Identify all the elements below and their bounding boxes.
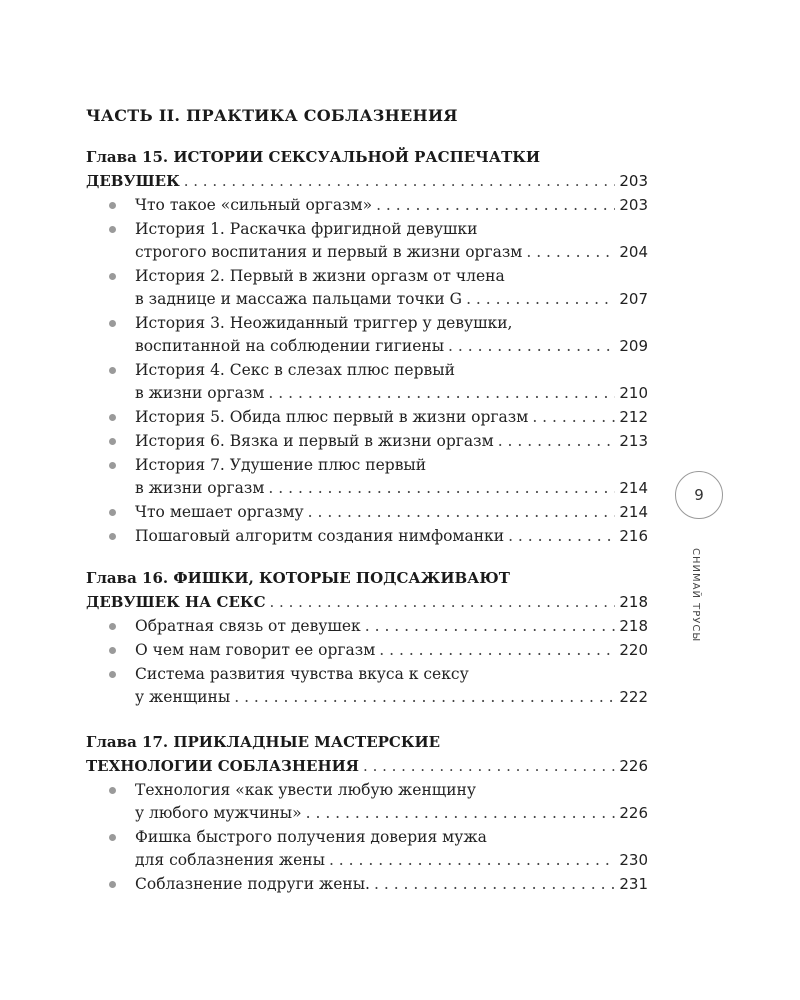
toc-entry-text: у женщины	[135, 688, 231, 706]
bullet-icon	[109, 226, 116, 233]
dot-leader	[234, 686, 615, 709]
toc-entry-line	[135, 430, 648, 453]
toc-entry-page: 222	[619, 688, 648, 706]
toc-entry-line	[135, 615, 648, 638]
dot-leader	[532, 406, 615, 429]
dot-leader	[268, 477, 615, 500]
dot-leader	[448, 335, 615, 358]
bullet-icon	[109, 414, 116, 421]
chapter-title-line: Глава 16. ФИШКИ, КОТОРЫЕ ПОДСАЖИВАЮТ	[86, 569, 510, 587]
dot-leader	[498, 430, 616, 453]
toc-entry-page: 214	[619, 503, 648, 521]
toc-entry	[86, 406, 648, 429]
toc-entry-text: История 2. Первый в жизни оргазм от члена	[135, 267, 505, 285]
toc-entry-text: строгого воспитания и первый в жизни оргазм	[135, 243, 523, 261]
chapter-title	[86, 566, 648, 614]
bullet-icon	[109, 462, 116, 469]
bullet-icon	[109, 509, 116, 516]
toc-entry-text: Обратная связь от девушек	[135, 617, 361, 635]
bullet-icon	[109, 671, 116, 678]
toc-entry	[86, 779, 648, 825]
toc-entry	[86, 312, 648, 358]
toc-entry-text: История 4. Секс в слезах плюс первый	[135, 361, 455, 379]
chapter-title-end-line	[86, 590, 648, 614]
toc-entry-text: в жизни оргазм	[135, 479, 265, 497]
chapter-17	[86, 730, 648, 897]
toc-entry-line	[135, 477, 648, 500]
toc-entry-text: для соблазнения жены	[135, 851, 325, 869]
toc-entry	[86, 454, 648, 500]
toc-entry-page: 218	[619, 617, 648, 635]
toc-entry-text: История 1. Раскачка фригидной девушки	[135, 220, 478, 238]
bullet-icon	[109, 834, 116, 841]
toc-entry-line	[135, 639, 648, 662]
chapter-title-end-page: 226	[619, 757, 648, 775]
toc-entry-text: История 3. Неожиданный триггер у девушки,	[135, 314, 513, 332]
toc-entry	[86, 359, 648, 405]
bullet-icon	[109, 787, 116, 794]
chapter-title-end-text: ДЕВУШЕК	[86, 172, 180, 190]
toc-entry-line	[135, 802, 648, 825]
toc-entry	[86, 615, 648, 638]
toc-entry-page: 216	[619, 527, 648, 545]
toc-entry	[86, 218, 648, 264]
dot-leader	[508, 525, 615, 548]
toc-entry-page: 209	[619, 337, 648, 355]
bullet-icon	[109, 367, 116, 374]
toc-entry-page: 220	[619, 641, 648, 659]
toc-entry-line	[135, 335, 648, 358]
chapter-title-end-page: 203	[619, 172, 648, 190]
toc-entry	[86, 265, 648, 311]
dot-leader	[270, 590, 616, 614]
toc-entry	[86, 501, 648, 524]
toc-entry-page: 203	[619, 196, 648, 214]
chapter-title-end-line	[86, 169, 648, 193]
dot-leader	[268, 382, 615, 405]
chapter-15	[86, 145, 648, 549]
toc-entry-line	[135, 501, 648, 524]
toc-entry-text: в жизни оргазм	[135, 384, 265, 402]
dot-leader	[374, 873, 615, 896]
toc-entry-text: в заднице и массажа пальцами точки G	[135, 290, 463, 308]
chapter-items	[86, 194, 648, 548]
chapter-title-end-page: 218	[619, 593, 648, 611]
toc-entry-line	[135, 241, 648, 264]
toc-entry-line	[135, 382, 648, 405]
toc-entry-text: Система развития чувства вкуса к сексу	[135, 665, 469, 683]
toc-entry	[86, 826, 648, 872]
toc-entry-text: Что мешает оргазму	[135, 503, 304, 521]
toc-entry-page: 207	[619, 290, 648, 308]
toc-entry-text: История 6. Вязка и первый в жизни оргазм	[135, 432, 494, 450]
part-title: ЧАСТЬ II. ПРАКТИКА СОБЛАЗНЕНИЯ	[86, 106, 458, 125]
chapter-title-end-text: ТЕХНОЛОГИИ СОБЛАЗНЕНИЯ	[86, 757, 360, 775]
dot-leader	[466, 288, 615, 311]
dot-leader	[376, 194, 615, 217]
toc-entry-text: Пошаговый алгоритм создания нимфоманки	[135, 527, 505, 545]
toc-entry-page: 204	[619, 243, 648, 261]
chapter-title-line: Глава 15. ИСТОРИИ СЕКСУАЛЬНОЙ РАСПЕЧАТКИ	[86, 148, 541, 166]
toc-entry-text: Технология «как увести любую женщину	[135, 781, 476, 799]
bullet-icon	[109, 881, 116, 888]
dot-leader	[363, 754, 615, 778]
toc-entry-line	[135, 194, 648, 217]
toc-entry-page: 230	[619, 851, 648, 869]
chapter-title	[86, 730, 648, 778]
toc-entry	[86, 194, 648, 217]
dot-leader	[306, 802, 616, 825]
chapter-title-line: Глава 17. ПРИКЛАДНЫЕ МАСТЕРСКИЕ	[86, 733, 441, 751]
dot-leader	[379, 639, 615, 662]
bullet-icon	[109, 623, 116, 630]
toc-entry-line	[135, 288, 648, 311]
toc-entry-line	[135, 686, 648, 709]
bullet-icon	[109, 273, 116, 280]
toc-entry	[86, 873, 648, 896]
toc-entry-text: Соблазнение подруги жены.	[135, 875, 370, 893]
toc-entry	[86, 639, 648, 662]
page-number-badge	[675, 471, 723, 519]
toc-entry-text: История 7. Удушение плюс первый	[135, 456, 427, 474]
dot-leader	[184, 169, 616, 193]
dot-leader	[308, 501, 616, 524]
chapter-items	[86, 615, 648, 709]
bullet-icon	[109, 202, 116, 209]
chapter-title-end-text: ДЕВУШЕК НА СЕКС	[86, 593, 266, 611]
toc-entry-text: История 5. Обида плюс первый в жизни оргазм	[135, 408, 529, 426]
chapter-title-end-line	[86, 754, 648, 778]
toc-entry-page: 226	[619, 804, 648, 822]
dot-leader	[329, 849, 615, 872]
toc-entry-text: у любого мужчины»	[135, 804, 302, 822]
bullet-icon	[109, 647, 116, 654]
running-title: СНИМАЙ ТРУСЫ	[690, 548, 701, 643]
toc-entry-line	[135, 406, 648, 429]
chapter-title	[86, 145, 648, 193]
toc-entry-text: Что такое «сильный оргазм»	[135, 196, 373, 214]
page-number: 9	[694, 486, 704, 504]
toc-entry-page: 214	[619, 479, 648, 497]
toc-entry	[86, 430, 648, 453]
toc-entry-page: 231	[619, 875, 648, 893]
toc-entry	[86, 663, 648, 709]
toc-entry-page: 212	[619, 408, 648, 426]
bullet-icon	[109, 320, 116, 327]
bullet-icon	[109, 438, 116, 445]
toc-entry-page: 210	[619, 384, 648, 402]
toc-entry-text: Фишка быстрого получения доверия мужа	[135, 828, 487, 846]
toc-entry-line	[135, 873, 648, 896]
bullet-icon	[109, 533, 116, 540]
toc-entry-line	[135, 849, 648, 872]
chapter-16	[86, 566, 648, 710]
dot-leader	[365, 615, 616, 638]
toc-entry-page: 213	[619, 432, 648, 450]
toc-entry-text: О чем нам говорит ее оргазм	[135, 641, 376, 659]
toc-entry-line	[135, 525, 648, 548]
toc-entry-text: воспитанной на соблюдении гигиены	[135, 337, 445, 355]
chapter-items	[86, 779, 648, 896]
dot-leader	[526, 241, 615, 264]
toc-entry	[86, 525, 648, 548]
